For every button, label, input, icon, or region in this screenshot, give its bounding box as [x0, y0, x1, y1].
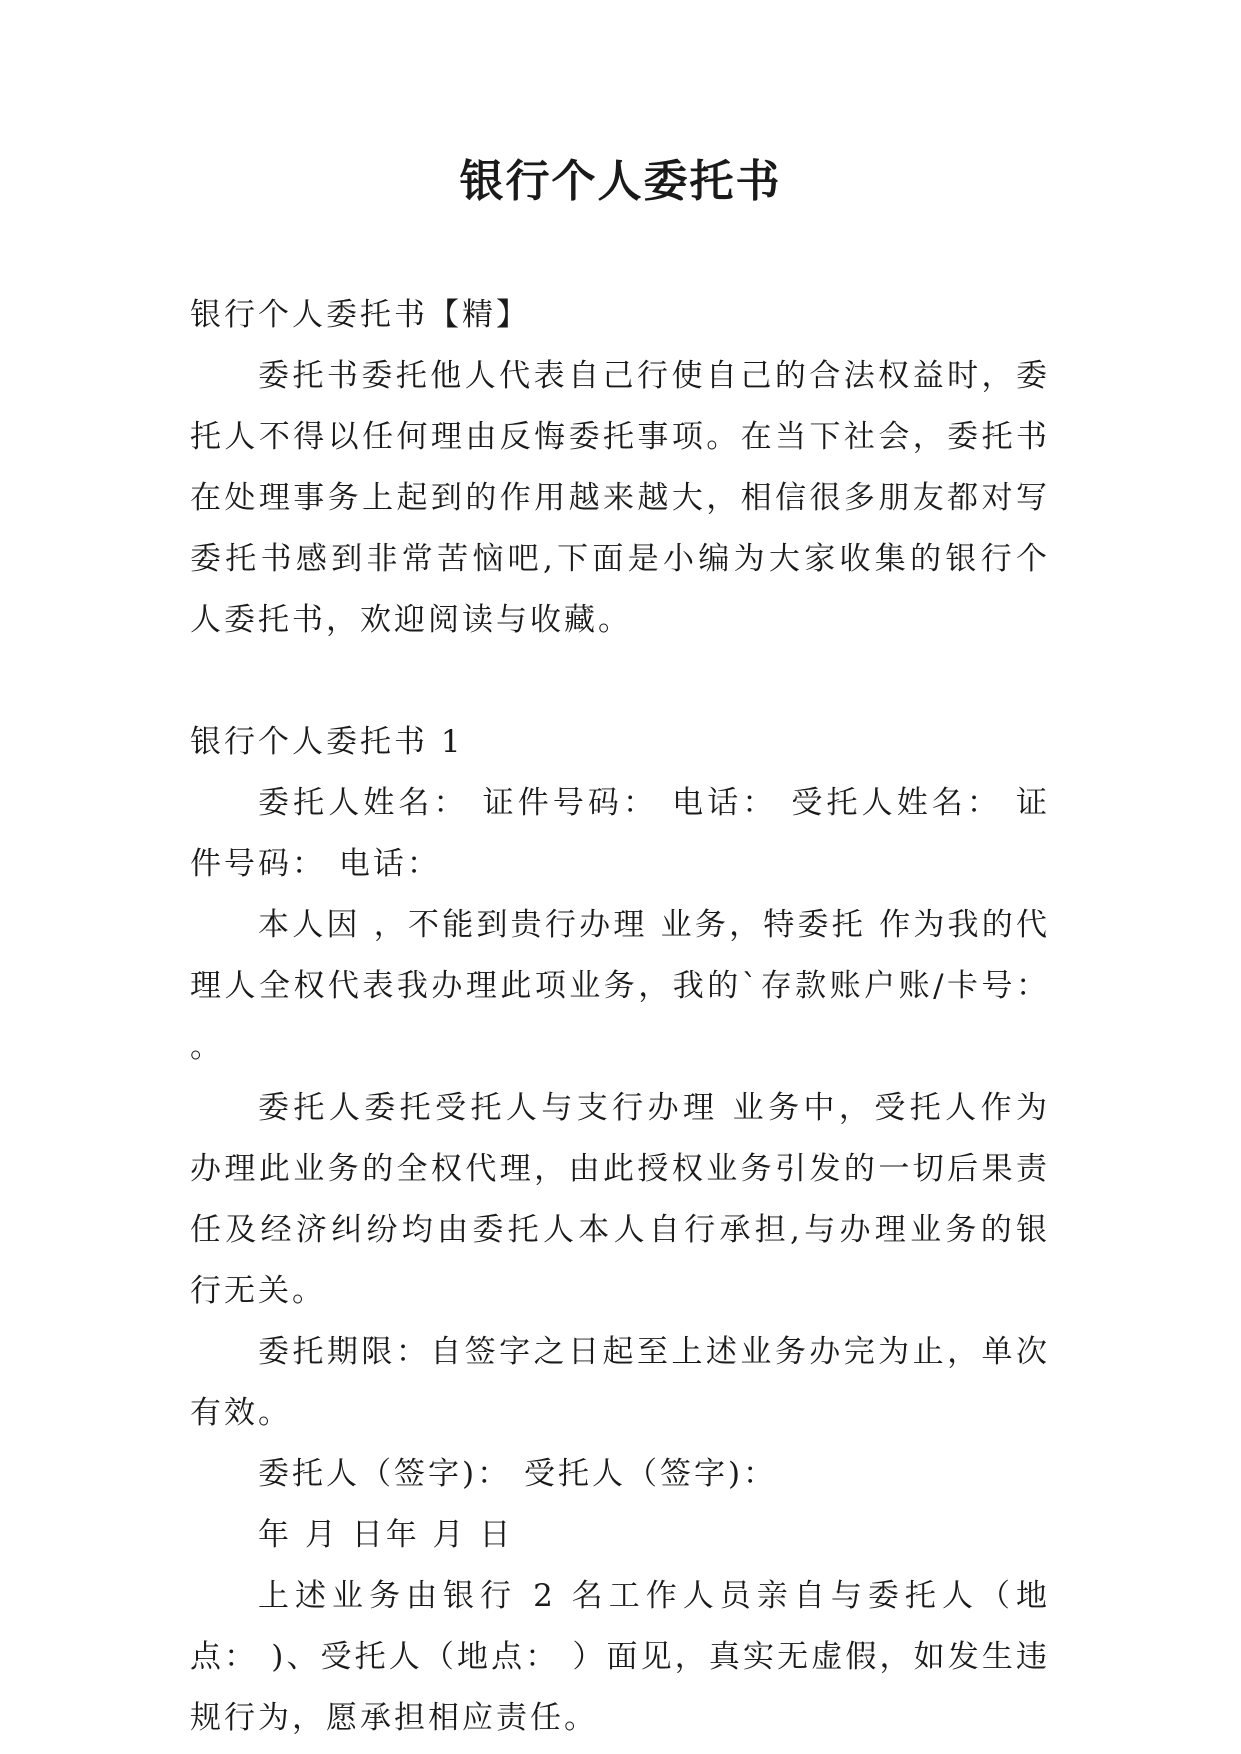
section-title: 银行个人委托书 1	[190, 724, 464, 760]
document-body	[190, 285, 1050, 1749]
document-heading: 银行个人委托书【精】	[190, 297, 530, 333]
signature-line: 委托人（签字)： 受托人（签字)：	[258, 1456, 778, 1492]
responsibility-paragraph: 委托人委托受托人与支行办理 业务中，受托人作为办理此业务的全权代理，由此授权业务引发的一切后果责任及经济纠纷均由委托人本人自行承担,与办理业务的银行无关。	[190, 1090, 1050, 1309]
document-title: 银行个人委托书	[459, 156, 782, 207]
party-info-paragraph: 委托人姓名： 证件号码： 电话： 受托人姓名： 证件号码： 电话：	[190, 785, 1050, 882]
bank-verification-paragraph: 上述业务由银行 2 名工作人员亲自与委托人（地点： )、受托人（地点： ）面见，真实无虚假，如发生违规行为，愿承担相应责任。	[190, 1578, 1050, 1736]
section-gap	[190, 651, 1050, 712]
validity-paragraph: 委托期限：自签字之日起至上述业务办完为止，单次有效。	[190, 1334, 1050, 1431]
date-line: 年 月 日年 月 日	[258, 1517, 514, 1553]
intro-paragraph: 委托书委托他人代表自己行使自己的合法权益时，委托人不得以任何理由反悔委托事项。在当下社会，委托书在处理事务上起到的作用越来越大，相信很多朋友都对写委托书感到非常苦恼吧,下面是小编为大家收集的银行个人委托书，欢迎阅读与收藏。	[190, 358, 1050, 638]
authorization-paragraph: 本人因 ，不能到贵行办理 业务，特委托 作为我的代理人全权代表我办理此项业务，我的`存款账户账/卡号： 。	[190, 907, 1050, 1065]
